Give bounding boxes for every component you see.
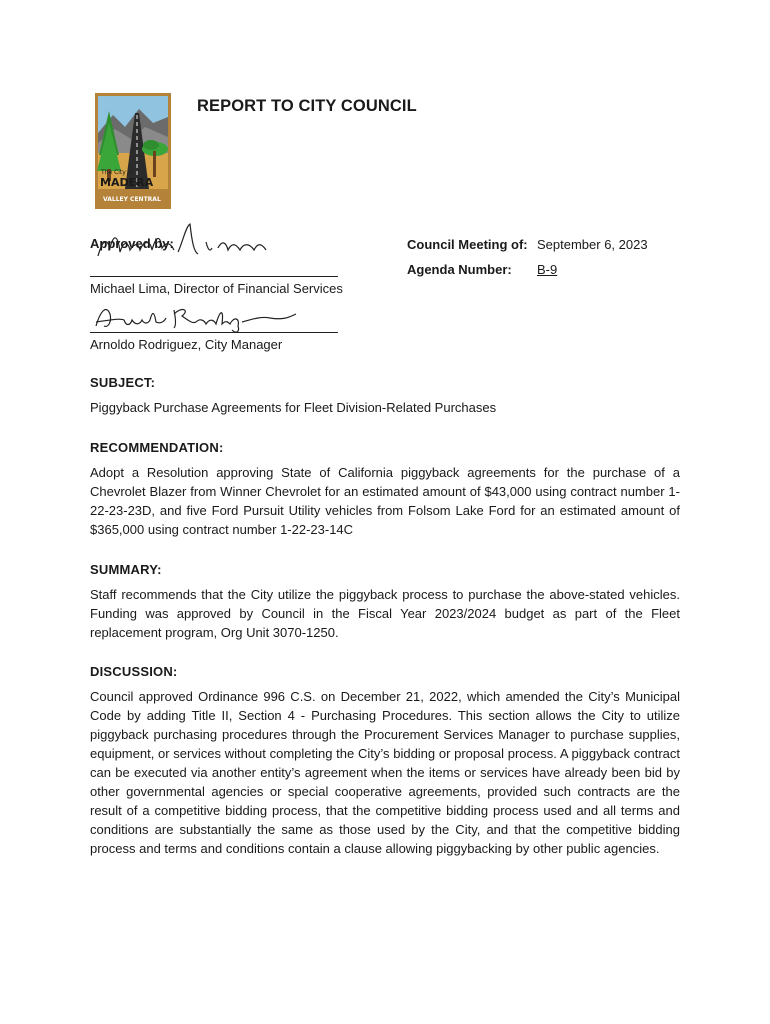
signature-line-1: [90, 276, 338, 277]
signer-1-name: Michael Lima, Director of Financial Services: [90, 281, 343, 296]
signature-line-2: [90, 332, 338, 333]
city-of-madera-logo: [95, 93, 171, 209]
council-meeting-value: September 6, 2023: [537, 237, 648, 252]
discussion-heading: DISCUSSION:: [90, 664, 178, 679]
report-title: REPORT TO CITY COUNCIL: [197, 97, 417, 115]
subject-heading: SUBJECT:: [90, 375, 156, 390]
summary-text: Staff recommends that the City utilize the piggyback process to purchase the above-stated vehicles. Funding was approved by Council in the Fiscal Year 2023/2024 budget as part of the Fleet replacement program, Org Unit 3070-1250.: [90, 587, 680, 640]
subject-section: [90, 375, 680, 417]
signature-arnoldo-rodriguez: [90, 300, 300, 336]
recommendation-heading: RECOMMENDATION:: [90, 440, 224, 455]
logo-text-city-of: The City of: [101, 169, 134, 176]
discussion-text: Council approved Ordinance 996 C.S. on December 21, 2022, which amended the City’s Municipal Code by adding Title II, Section 4 - Purchasing Procedures. This section allows the City to utilize piggyback purchasing procedures through the Procurement Services Manager to purchase supplies, equipment, or services without completing the City’s bidding or proposal process. A piggyback contract can be executed via another entity’s agreement when the items or services have already been bid by other governmental agencies or special cooperative agreements, provided such contracts are the result of a competitive bidding process, that the competitive bidding process used and all terms and conditions are substantially the same as those used by the City, and that the competitive bidding process and terms and conditions contain a clause allowing piggybacking by other public agencies.: [90, 689, 680, 856]
council-meeting-label: Council Meeting of:: [407, 237, 528, 252]
recommendation-section: [90, 440, 680, 539]
signer-2-name: Arnoldo Rodriguez, City Manager: [90, 337, 283, 352]
agenda-number-value: B-9: [537, 262, 558, 277]
approved-by-label: Approved by:: [90, 236, 174, 251]
recommendation-text: Adopt a Resolution approving State of California piggyback agreements for the purchase of a Chevrolet Blazer from Winner Chevrolet for an estimated amount of $43,000 using contract number 1-22-23-23D, and five Ford Pursuit Utility vehicles from Folsom Lake Ford for an estimated amount of $365,000 using contract number 1-22-23-14C: [90, 465, 680, 537]
agenda-number-label: Agenda Number:: [407, 262, 512, 277]
summary-heading: SUMMARY:: [90, 562, 162, 577]
summary-section: [90, 562, 680, 642]
subject-text: Piggyback Purchase Agreements for Fleet Division-Related Purchases: [90, 400, 497, 415]
logo-text-madera: MADERA: [100, 176, 154, 189]
signature-michael-lima: [90, 222, 280, 262]
discussion-section: [90, 664, 680, 858]
logo-text-valley-central: VALLEY CENTRAL: [103, 196, 161, 203]
